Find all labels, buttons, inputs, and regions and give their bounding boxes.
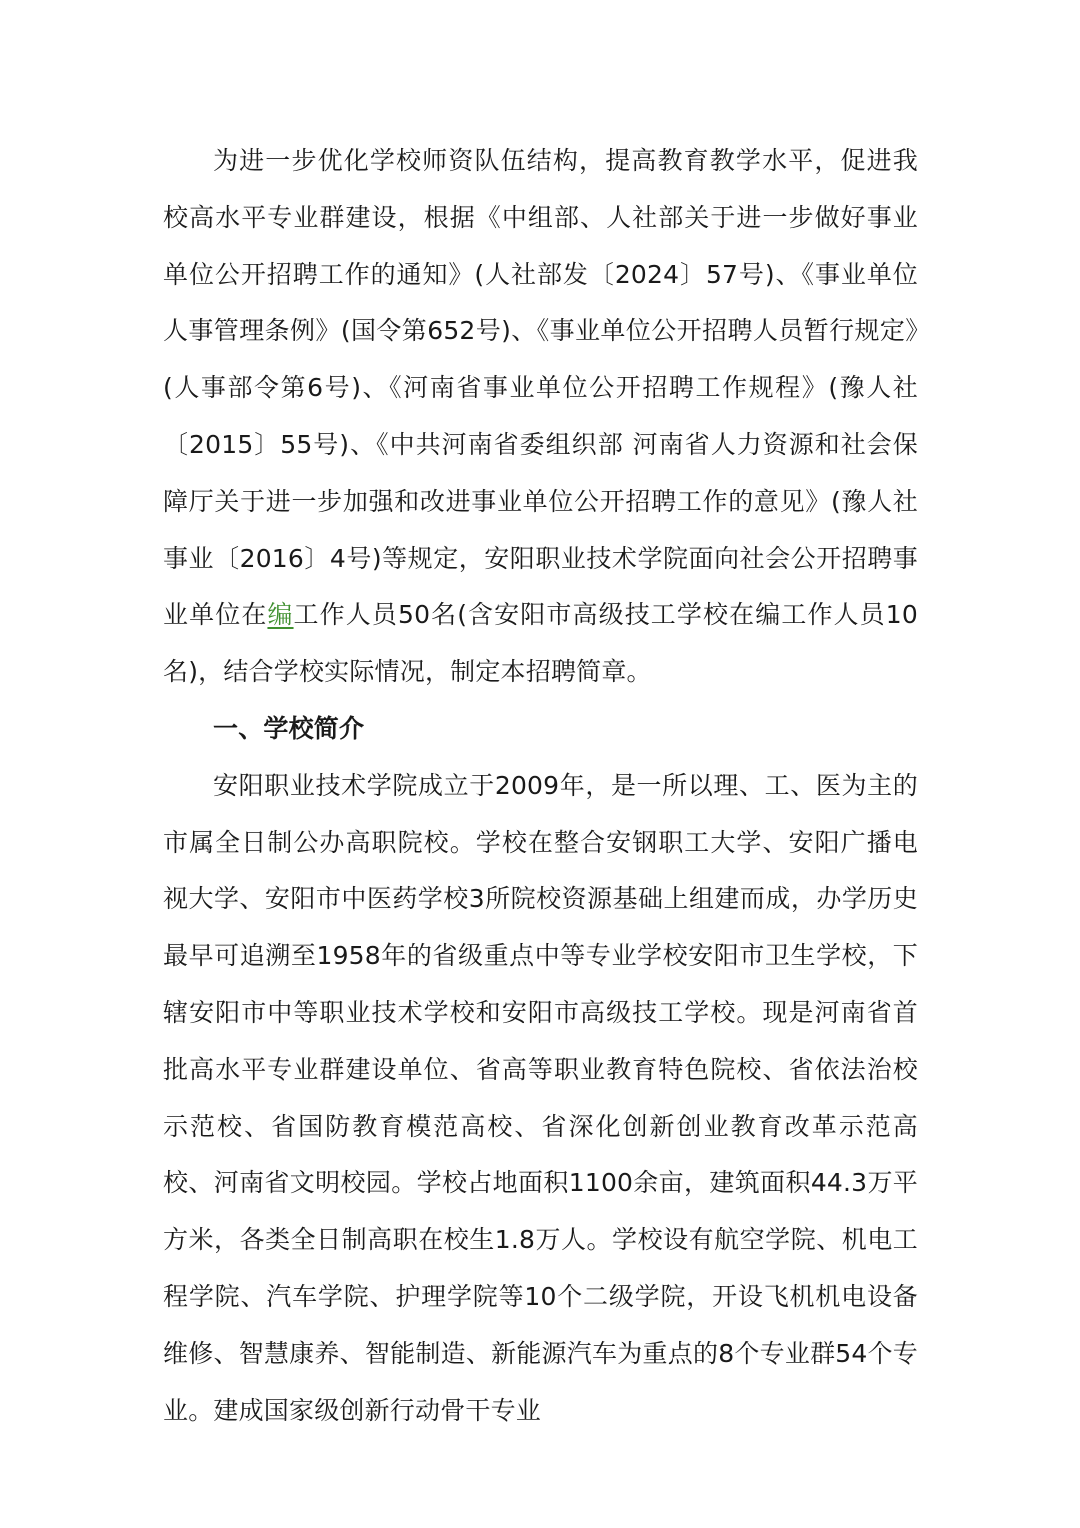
section-heading-school-intro: 一、学校简介	[213, 713, 365, 743]
highlighted-character[interactable]: 编	[267, 600, 294, 630]
document-body	[163, 133, 918, 1439]
intro-text-part1: 为进一步优化学校师资队伍结构，提高教育教学水平，促进我校高水平专业群建设，根据《中组部、人社部关于进一步做好事业单位公开招聘工作的通知》(人社部发〔2024〕57号)、《事业单位人事管理条例》(国令第652号)、《事业单位公开招聘人员暂行规定》(人事部令第6号)、《河南省事业单位公开招聘工作规程》(豫人社〔2015〕55号)、《中共河南省委组织部 河南省人力资源和社会保障厅关于进一步加强和改进事业单位公开招聘工作的意见》(豫人社事业〔2016〕4号)等规定，安阳职业技术学院面向社会公开招聘事业单位在	[163, 146, 918, 630]
school-intro-paragraph: 安阳职业技术学院成立于2009年，是一所以理、工、医为主的市属全日制公办高职院校。学校在整合安钢职工大学、安阳广播电视大学、安阳市中医药学校3所院校资源基础上组建而成，办学历史最早可追溯至1958年的省级重点中等专业学校安阳市卫生学校，下辖安阳市中等职业技术学校和安阳市高级技工学校。现是河南省首批高水平专业群建设单位、省高等职业教育特色院校、省依法治校示范校、省国防教育模范高校、省深化创新创业教育改革示范高校、河南省文明校园。学校占地面积1100余亩，建筑面积44.3万平方米，各类全日制高职在校生1.8万人。学校设有航空学院、机电工程学院、汽车学院、护理学院等10个二级学院，开设飞机机电设备维修、智慧康养、智能制造、新能源汽车为重点的8个专业群54个专业。建成国家级创新行动骨干专业	[163, 770, 918, 1425]
intro-text-part2: 工作人员50名(含安阳市高级技工学校在编工作人员10名)，结合学校实际情况，制定本招聘简章。	[163, 600, 918, 687]
intro-paragraph	[163, 133, 918, 701]
